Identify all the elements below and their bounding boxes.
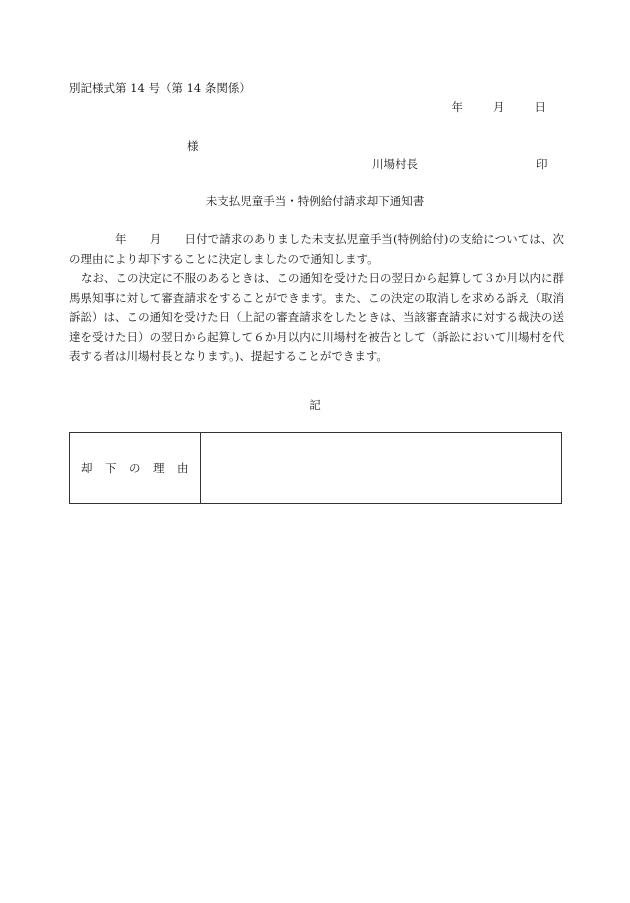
seal-mark: 印	[536, 157, 548, 171]
document-title: 未支払児童手当・特例給付請求却下通知書	[205, 194, 425, 208]
addressee-honorific: 様	[187, 139, 199, 153]
body-paragraph-appeal: なお、この決定に不服のあるときは、この通知を受けた日の翌日から起算して３か月以内に群馬県知事に対して審査請求をすることができます。また、この決定の取消しを求める訴え（取消訴訟）は、この通知を受けた日（上記の審査請求をしたときは、当該審査請求に対する裁決の送達を受けた日）の翌日から起算して６か月以内に川場村を被告として（訴訟において川場村を代表する者は川場村長となります。)、提起することができます。	[69, 271, 564, 363]
issue-date	[452, 99, 547, 115]
sender-name: 川場村長	[372, 157, 418, 171]
date-year-label: 年	[451, 100, 463, 114]
body-paragraph-decision: 年 月 日付で請求のありました未支払児童手当(特例給付)の支給については、次の理由により却下することに決定しましたので通知します。	[69, 232, 564, 266]
form-number: 別記様式第 14 号（第 14 条関係）	[69, 81, 251, 95]
rejection-reason-table	[69, 432, 562, 504]
rejection-reason-label: 却 下 の 理 由	[70, 433, 201, 503]
rejection-reason-field[interactable]	[201, 433, 561, 503]
date-day-label: 日	[534, 100, 546, 114]
notice-body	[69, 230, 564, 367]
date-month-label: 月	[493, 100, 505, 114]
record-mark: 記	[309, 398, 321, 412]
